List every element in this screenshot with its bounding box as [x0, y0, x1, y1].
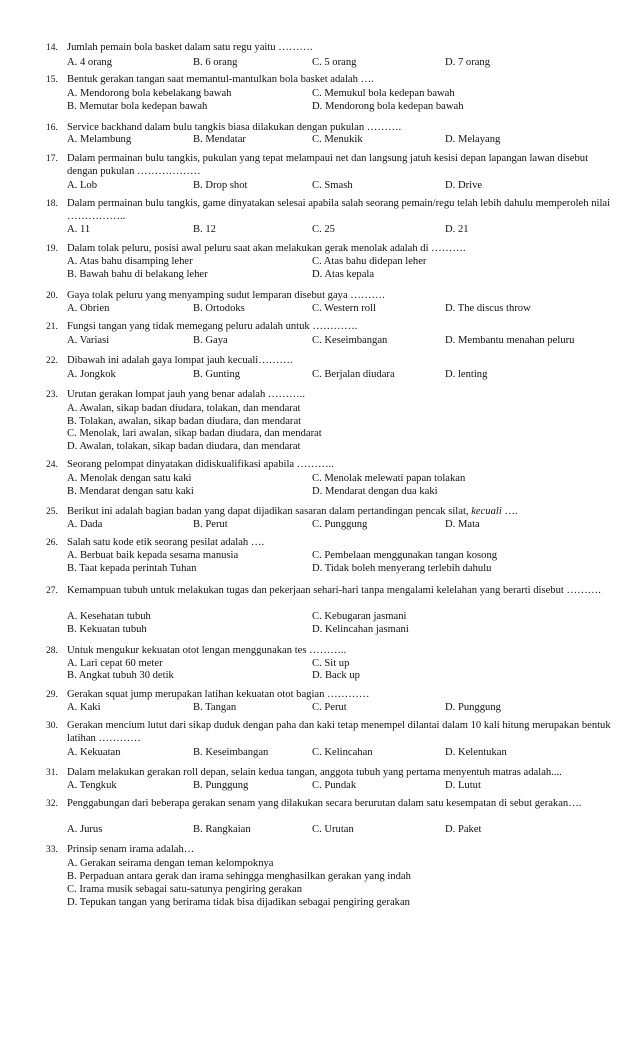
option-d: D. Lutut [445, 780, 481, 791]
question-number: 19. [46, 244, 58, 254]
option-c: C. Sit up [312, 658, 350, 669]
question-stem: Penggabungan dari beberapa gerakan senam yang dilakukan secara berurutan dalam satu kesempatan di sebut gerakan…. [67, 798, 582, 809]
option-d: D. Mata [445, 519, 480, 530]
question-stem: Prinsip senam irama adalah… [67, 844, 195, 855]
question-stem: Dalam permainan bulu tangkis, pukulan yang tepat melampaui net dan langsung jatuh kesisi depan lapangan lawan disebut dengan pukulan ……………… [67, 153, 589, 177]
question-number: 21. [46, 322, 58, 332]
option-c: C. Perut [312, 702, 347, 713]
option-a: A. Lari cepat 60 meter [67, 658, 163, 669]
option-d: D. 7 orang [445, 57, 491, 68]
option-c: C. Atas bahu didepan leher [312, 256, 427, 267]
question-stem: Berikut ini adalah bagian badan yang dapat dijadikan sasaran dalam pertandingan pencak silat, kecuali …. [67, 506, 518, 517]
option-c: C. Pembelaan menggunakan tangan kosong [312, 550, 498, 561]
question-stem: Service backhand dalam bulu tangkis biasa dilakukan dengan pukulan ………. [67, 122, 402, 133]
option-d: D. Paket [445, 824, 482, 835]
option-a: A. Melambung [67, 134, 132, 145]
question-number: 25. [46, 507, 58, 517]
question-stem: Dalam melakukan gerakan roll depan, selain kedua tangan, anggota tubuh yang pertama menyentuh matras adalah.... [67, 767, 562, 778]
option-a: A. Menolak dengan satu kaki [67, 473, 192, 484]
option-b: B. Punggung [193, 780, 249, 791]
question-number: 27. [46, 586, 58, 596]
question-number: 20. [46, 291, 58, 301]
option-a: A. Berbuat baik kepada sesama manusia [67, 550, 239, 561]
option-b: B. Mendarat dengan satu kaki [67, 486, 194, 497]
option-d: D. Tepukan tangan yang berirama tidak bisa dijadikan sebagai pengiring gerakan [67, 897, 410, 908]
question-stem: Jumlah pemain bola basket dalam satu regu yaitu ………. [67, 42, 313, 53]
question-stem: Dalam permainan bulu tangkis, game dinyatakan selesai apabila salah seorang pemain/regu telah lebih dahulu memperoleh nilai …………….. [67, 198, 611, 222]
question-stem: Kemampuan tubuh untuk melakukan tugas dan pekerjaan sehari-hari tanpa mengalami kelelahan yang berarti disebut ………. [67, 585, 601, 596]
option-c: C. Keseimbangan [312, 335, 388, 346]
question-number: 14. [46, 43, 58, 53]
option-a: A. Jongkok [67, 369, 116, 380]
question-number: 17. [46, 154, 58, 164]
option-b: B. Rangkaian [193, 824, 251, 835]
option-c: C. Kebugaran jasmani [312, 611, 407, 622]
option-b: B. Keseimbangan [193, 747, 269, 758]
question-number: 24. [46, 460, 58, 470]
option-a: A. Atas bahu disamping leher [67, 256, 193, 267]
option-c: C. 5 orang [312, 57, 357, 68]
question-number: 18. [46, 199, 58, 209]
option-b: B. Tolakan, awalan, sikap badan diudara, dan mendarat [67, 415, 302, 427]
option-a: A. Lob [67, 180, 98, 191]
option-b: B. Gunting [193, 369, 241, 380]
option-d: D. Drive [445, 180, 483, 191]
option-a: A. Kesehatan tubuh [67, 611, 151, 622]
option-b: B. Taat kepada perintah Tuhan [67, 563, 197, 574]
option-b: B. Memutar bola kedepan bawah [67, 101, 208, 112]
question-number: 31. [46, 768, 58, 778]
option-a: A. Awalan, sikap badan diudara, tolakan, dan mendarat [67, 403, 301, 414]
option-b: B. Ortodoks [193, 303, 245, 314]
option-b: B. Tangan [193, 702, 237, 713]
question-stem: Untuk mengukur kekuatan otot lengan menggunakan tes ……….. [67, 645, 347, 656]
option-a: A. Kekuatan [67, 747, 121, 758]
question-stem: Dalam tolak peluru, posisi awal peluru saat akan melakukan gerak menolak adalah di ………. [67, 243, 466, 254]
option-b: B. Kekuatan tubuh [67, 624, 147, 635]
option-b: B. Drop shot [193, 180, 248, 191]
option-b: B. 12 [193, 224, 216, 235]
question-number: 32. [46, 799, 58, 809]
option-c: C. Memukul bola kedepan bawah [312, 88, 455, 99]
question-number: 15. [46, 75, 58, 85]
option-d: D. Mendorong bola kedepan bawah [312, 101, 464, 112]
option-d: D. lenting [445, 369, 488, 380]
option-c: C. Menukik [312, 134, 363, 145]
option-d: D. Mendarat dengan dua kaki [312, 486, 438, 497]
option-b: B. Bawah bahu di belakang leher [67, 269, 208, 280]
option-c: C. Irama musik sebagai satu-satunya pengiring gerakan [67, 884, 303, 895]
option-c: C. Berjalan diudara [312, 369, 395, 380]
option-d: D. Melayang [445, 134, 501, 145]
option-b: B. Mendatar [193, 134, 246, 145]
question-number: 28. [46, 646, 58, 656]
question-number: 22. [46, 356, 58, 366]
option-c: C. Kelincahan [312, 747, 373, 758]
question-stem: Fungsi tangan yang tidak memegang peluru adalah untuk …………. [67, 321, 358, 332]
question-stem: Gerakan squat jump merupakan latihan kekuatan otot bagian ………… [67, 689, 370, 700]
question-number: 33. [46, 845, 58, 855]
option-b: B. Gaya [193, 335, 228, 346]
option-a: A. Variasi [67, 335, 110, 346]
option-d: D. Awalan, tolakan, sikap badan diudara, dan mendarat [67, 440, 301, 452]
option-d: D. Atas kepala [312, 269, 375, 280]
option-a: A. Jurus [67, 824, 103, 835]
option-a: A. Dada [67, 519, 103, 530]
question-stem: Urutan gerakan lompat jauh yang benar adalah ……….. [67, 389, 305, 400]
question-stem: Gerakan mencium lutut dari sikap duduk dengan paha dan kaki tetap menempel dilantai dalam 10 kali hitung merupakan bentuk latihan ………… [67, 720, 611, 744]
option-c: C. Western roll [312, 303, 376, 314]
option-d: D. Membantu menahan peluru [445, 335, 575, 346]
option-d: D. Back up [312, 670, 360, 681]
option-a: A. Mendorong bola kebelakang bawah [67, 88, 232, 99]
option-c: C. Urutan [312, 824, 354, 835]
option-c: C. 25 [312, 224, 335, 235]
question-number: 26. [46, 538, 58, 548]
question-stem: Seorang pelompat dinyatakan didiskualifikasi apabila ……….. [67, 459, 334, 470]
option-a: A. 4 orang [67, 57, 113, 68]
question-number: 23. [46, 390, 58, 400]
question-number: 29. [46, 690, 58, 700]
option-a: A. Tengkuk [67, 780, 117, 791]
option-d: D. The discus throw [445, 303, 531, 314]
option-a: A. Kaki [67, 702, 101, 713]
option-b: B. Perpaduan antara gerak dan irama sehingga menghasilkan gerakan yang indah [67, 871, 411, 882]
option-c: C. Menolak, lari awalan, sikap badan diudara, dan mendarat [67, 428, 322, 439]
option-c: C. Smash [312, 180, 353, 191]
option-b: B. Perut [193, 519, 228, 530]
option-a: A. Gerakan seirama dengan teman kelompoknya [67, 858, 274, 869]
option-a: A. 11 [67, 224, 91, 235]
option-c: C. Punggung [312, 519, 368, 530]
question-number: 30. [46, 721, 58, 731]
option-a: A. Obrien [67, 303, 110, 314]
question-stem: Gaya tolak peluru yang menyamping sudut lemparan disebut gaya ………. [67, 290, 385, 301]
option-d: D. Kelincahan jasmani [312, 624, 409, 635]
question-stem: Bentuk gerakan tangan saat memantul-mantulkan bola basket adalah …. [67, 74, 374, 85]
question-stem: Dibawah ini adalah gaya lompat jauh kecuali………. [67, 355, 293, 366]
question-number: 16. [46, 123, 58, 133]
option-b: B. 6 orang [193, 57, 238, 68]
option-d: D. Kelentukan [445, 747, 507, 758]
option-b: B. Angkat tubuh 30 detik [67, 670, 174, 681]
option-c: C. Menolak melewati papan tolakan [312, 473, 466, 484]
option-d: D. 21 [445, 224, 469, 235]
option-d: D. Tidak boleh menyerang terlebih dahulu [312, 563, 492, 574]
option-d: D. Punggung [445, 702, 501, 713]
option-c: C. Pundak [312, 780, 357, 791]
question-stem: Salah satu kode etik seorang pesilat adalah …. [67, 537, 265, 548]
